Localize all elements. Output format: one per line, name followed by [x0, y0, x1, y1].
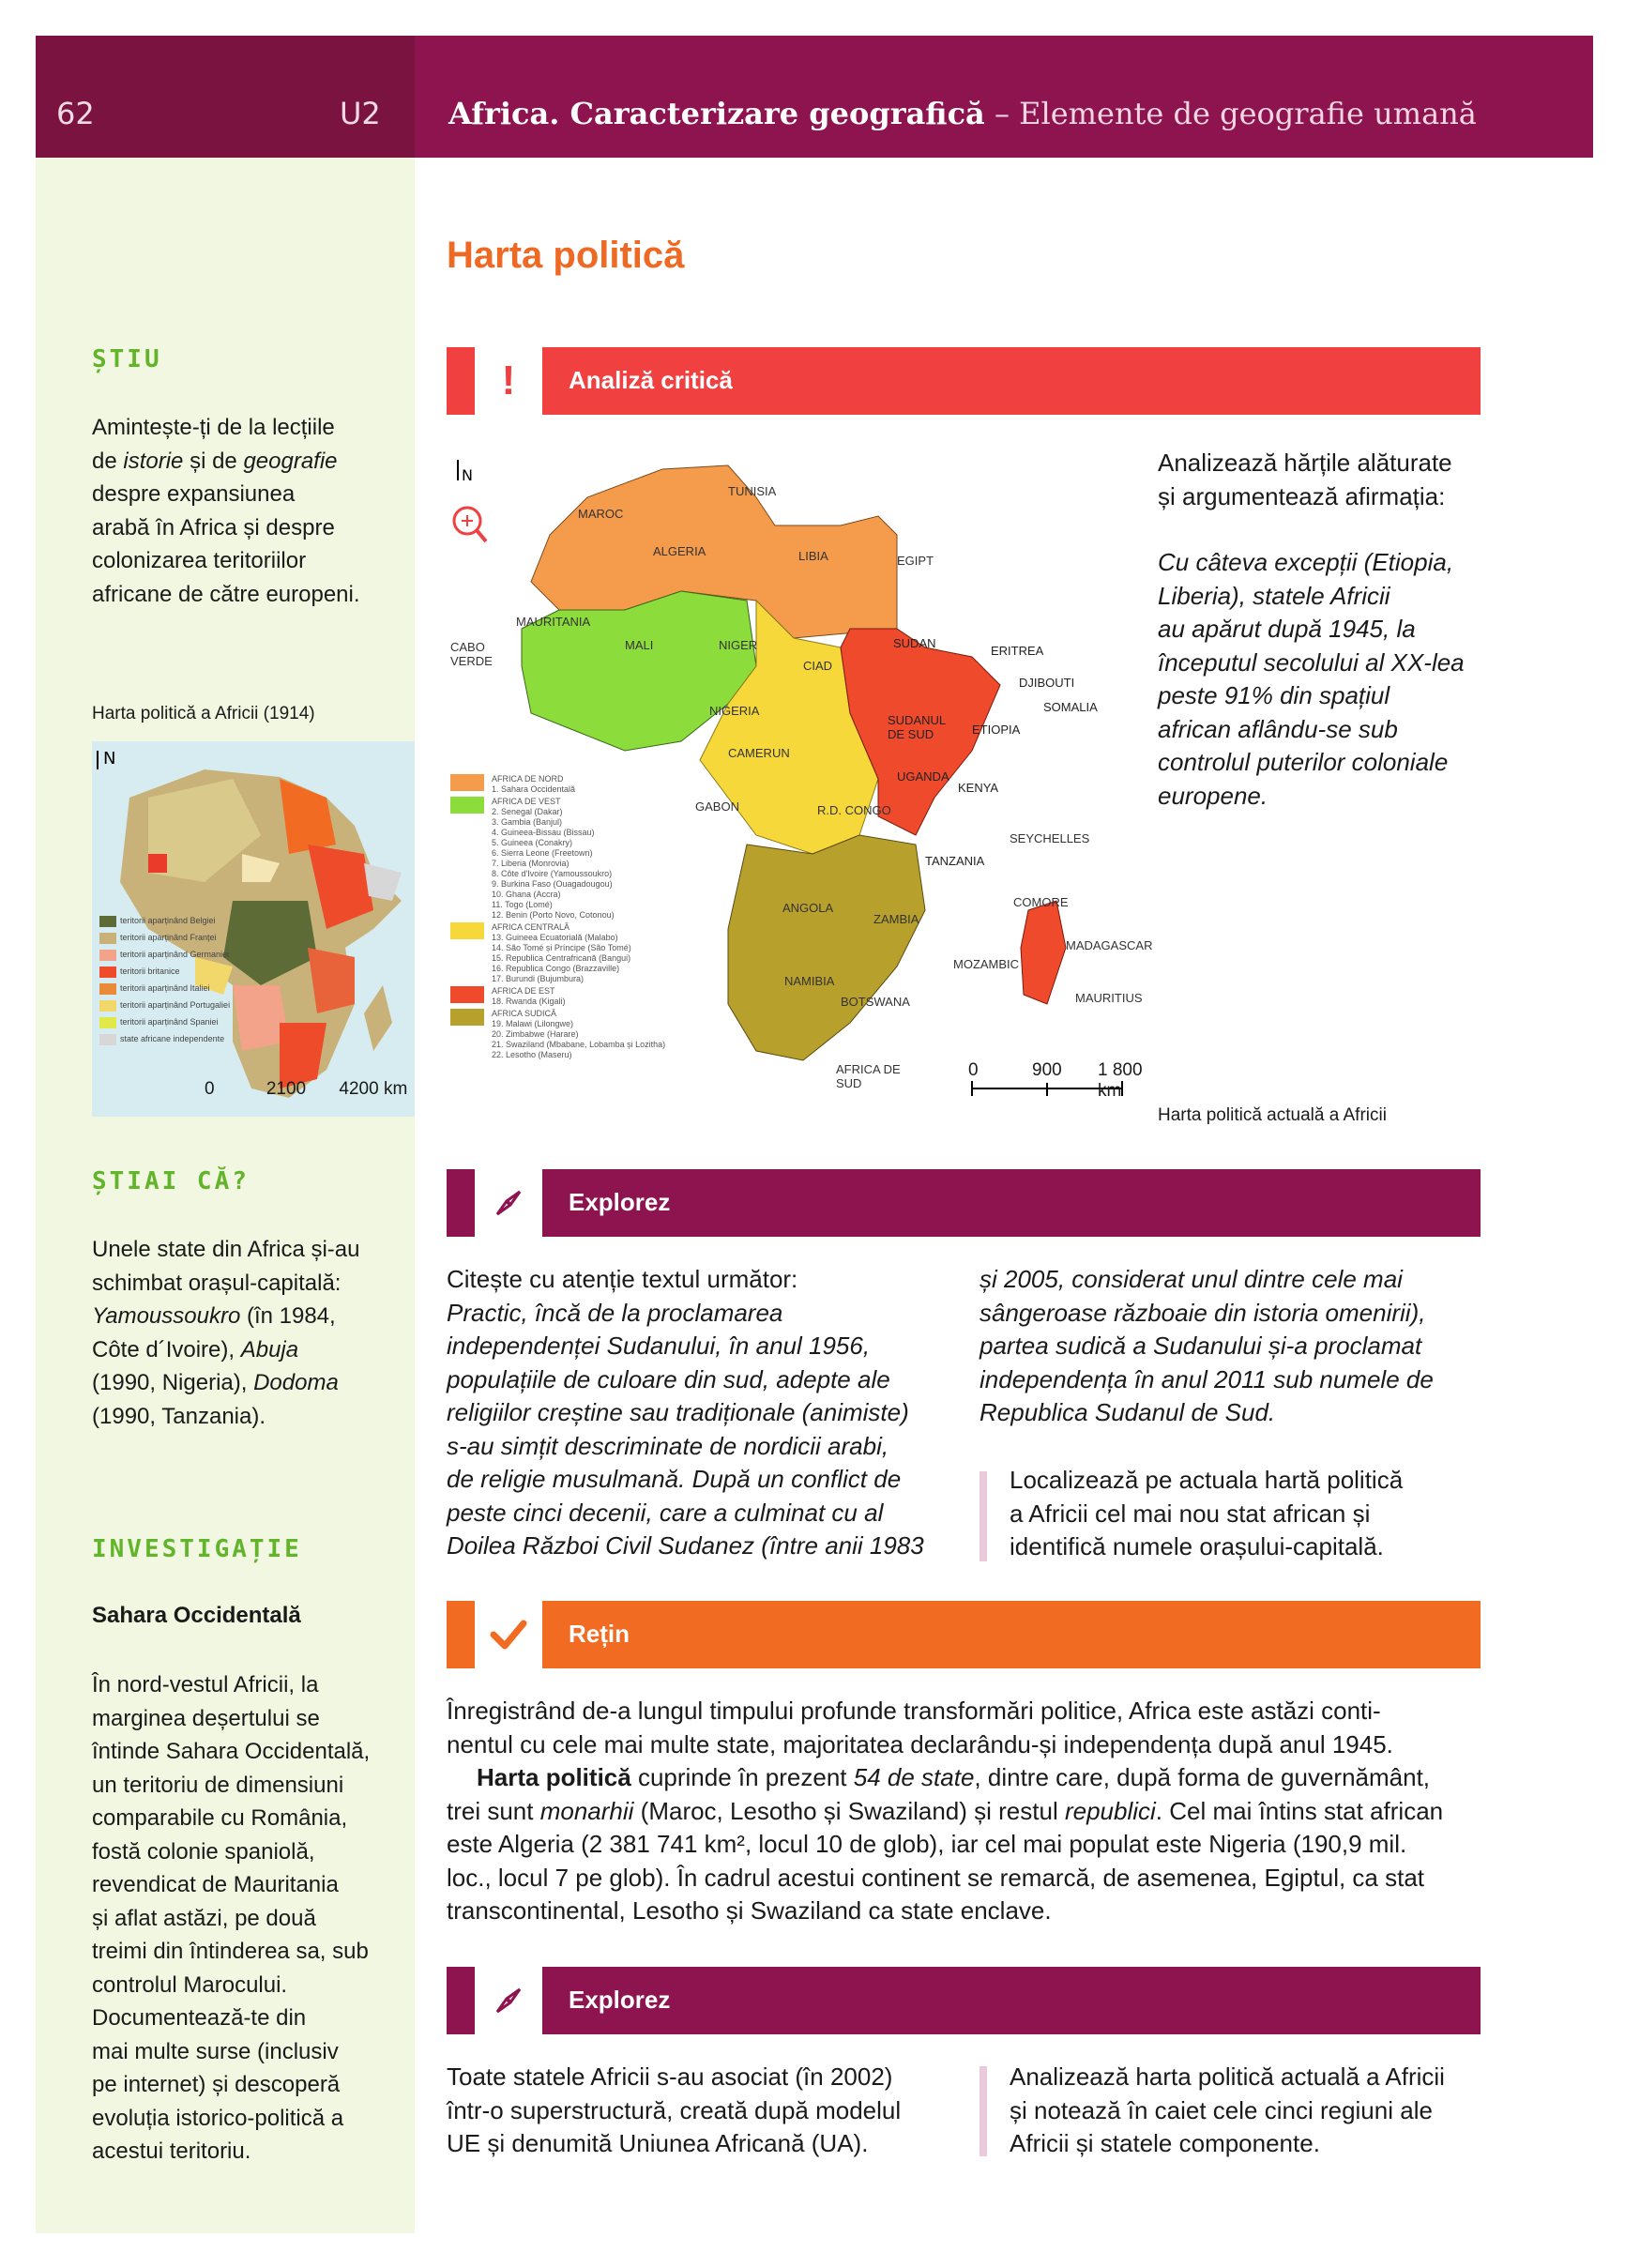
country-label: EGIPT: [897, 554, 934, 568]
stiai-text: Unele state din Africa și-au schimbat orașul-capitală: Yamoussoukro (în 1984, Côte d´Ivoire), Abuja (1990, Nigeria), Dodoma (1990, Tanzania).: [92, 1237, 360, 1429]
country-label: BOTSWANA: [841, 995, 910, 1009]
north-arrow-1914: N: [103, 749, 116, 769]
legend-item: teritorii britanice: [99, 967, 240, 978]
legend-item: state africane independente: [99, 1034, 240, 1045]
task-bar-2: [980, 2066, 987, 2156]
stiu-heading: ȘTIU: [92, 345, 162, 373]
map-current: [447, 441, 1153, 1117]
legend-item: teritorii aparținând Franței: [99, 933, 240, 944]
explorez1-col2: și 2005, considerat unul dintre cele mai sângeroase războaie din istoria omenirii), partea sudică a Sudanului și-a proclamat independența în anul 2011 sub numele de Republica Sudanul de Sud.: [980, 1265, 1434, 1426]
unit-label: U2: [340, 96, 381, 131]
country-label: ERITREA: [991, 644, 1044, 658]
retin-label: Rețin: [569, 1620, 630, 1648]
legend-group: AFRICA SUDICĂ 19. Malawi (Lilongwe) 20. Zimbabwe (Harare) 21. Swaziland (Mbabane, Lobamba și Lozitha) 22. Lesotho (Maseru): [450, 1009, 732, 1060]
explorez2-col2: Analizează harta politică actuală a Africii și notează în caiet cele cinci regiuni ale Africii și statele componente.: [1010, 2063, 1445, 2157]
explorez-label-1: Explorez: [569, 1188, 671, 1216]
legend-item: teritorii aparținând Germaniei: [99, 950, 240, 961]
explorez-band-2: [447, 1967, 1481, 2034]
legend-group: AFRICA DE NORD 1. Sahara Occidentală: [450, 774, 732, 795]
country-label: R.D. CONGO: [817, 803, 891, 817]
map-current-scale-mid: 900: [1032, 1060, 1062, 1080]
legend-item: teritorii aparținând Belgiei: [99, 916, 240, 927]
country-label: AFRICA DE SUD: [836, 1062, 901, 1090]
investigatie-heading: INVESTIGAȚIE: [92, 1535, 302, 1563]
retin-text: Înregistrând de-a lungul timpului profunde transformări politice, Africa este astăzi conti- nentul cu cele mai multe state, majoritatea declarându-și independența după anul 1945. Harta politică cuprinde în prezent 54 de state, dintre care, după forma de guvernământ, trei sunt monarhii (Maroc, Lesotho și Swaziland) și restul republici. Cel mai întins stat african este Algeria (2 381 741 km², locul 10 de glob), iar cel mai populat este Nigeria (190,9 mil. loc., locul 7 pe glob). În cadrul acestui continent se remarcă, de asemenea, Egiptul, ca stat transcontinental, Lesotho și Swaziland ca state enclave.: [447, 1697, 1444, 1925]
country-label: DJIBOUTI: [1019, 676, 1075, 690]
country-label: KENYA: [958, 781, 999, 795]
exclamation-icon: !: [501, 358, 516, 403]
legend-item: teritorii aparținând Portugaliei: [99, 1000, 240, 1012]
country-label: CABO VERDE: [450, 640, 493, 668]
map-current-caption: Harta politică actuală a Africii: [1158, 1105, 1387, 1125]
explorez1-task: Localizează pe actuala hartă politică a Africii cel mai nou stat african și identifică numele orașului-capitală.: [1010, 1466, 1404, 1560]
explorez2-col1: Toate statele Africii s-au asociat (în 2002) într-o superstructură, creată după modelul UE și denumită Uniunea Africană (UA).: [447, 2063, 902, 2157]
legend-item: teritorii aparținând Spaniei: [99, 1017, 240, 1028]
legend-group: AFRICA CENTRALĂ 13. Guineea Ecuatorială (Malabo) 14. São Tomé și Príncipe (São Tomé) 15. Republica Centrafricană (Bangui) 16. Republica Congo (Brazzaville) 17. Burundi (Bujumbura): [450, 922, 732, 984]
country-label: ZAMBIA: [873, 912, 919, 926]
map-1914-legend: [99, 916, 240, 1051]
map-current-scale-0: 0: [968, 1060, 979, 1080]
explorez1-col1: Citește cu atenție textul următor: Practic, încă de la proclamarea independenței Sudanului, în anul 1956, populațiile de culoare din sud, adepte ale religiilor creștine sau tradiționale (animiste) s-au simțit descriminate de nordicii arabi, de religie musulmană. După un conflict de peste cinci decenii, care a culminat cu al Doilea Război Civil Sudanez (între anii 1983: [447, 1265, 924, 1560]
section-title: Harta politică: [447, 235, 685, 276]
map-1914-caption: Harta politică a Africii (1914): [92, 704, 315, 723]
stiai-heading: ȘTIAI CĂ?: [92, 1167, 250, 1195]
task-bar-1: [980, 1471, 987, 1561]
page-header-title: Africa. Caracterizare geografică – Elemente de geografie umană: [448, 96, 1477, 131]
country-label: TANZANIA: [925, 854, 985, 868]
investigatie-subheading: Sahara Occidentală: [92, 1603, 301, 1628]
analiza-critica-label: Analiză critică: [569, 366, 733, 394]
country-label: NAMIBIA: [784, 974, 835, 988]
analiza-critica-band: [447, 347, 1481, 415]
country-label: ANGOLA: [782, 901, 834, 915]
country-label: SUDAN: [893, 636, 936, 650]
country-label: NIGERIA: [709, 704, 760, 718]
page-number: 62: [56, 96, 95, 131]
country-label: LIBIA: [798, 549, 828, 563]
country-label: GABON: [695, 799, 739, 814]
country-label: MAURITIUS: [1075, 991, 1143, 1005]
explorez-band-1: [447, 1169, 1481, 1237]
country-label: CAMERUN: [728, 746, 790, 760]
country-label: TUNISIA: [728, 484, 777, 498]
explorez-label-2: Explorez: [569, 1986, 671, 2014]
country-label: COMORE: [1013, 895, 1069, 909]
map-1914: [92, 741, 415, 1117]
checkmark-icon: [475, 1601, 542, 1668]
country-label: CIAD: [803, 659, 833, 673]
country-label: MADAGASCAR: [1066, 938, 1153, 952]
country-label: ETIOPIA: [972, 723, 1021, 737]
country-label: MOZAMBIC: [953, 957, 1020, 971]
analiza-intro: Analizează hărțile alăturate și argumentează afirmația:: [1158, 449, 1452, 510]
country-label: NIGER: [719, 638, 758, 652]
analiza-quote: Cu câteva excepții (Etiopia, Liberia), statele Africii au apărut după 1945, la începutul secolului al XX-lea peste 91% din spațiul african aflându-se sub controlul puterilor coloniale europene.: [1158, 548, 1465, 810]
svg-text:N: N: [462, 466, 473, 484]
country-label: SOMALIA: [1043, 700, 1098, 714]
investigatie-text: În nord-vestul Africii, la marginea deșertului se întinde Sahara Occidentală, un teritoriu de dimensiuni comparabile cu România, fostă colonie spaniolă, revendicat de Mauritania și aflat astăzi, pe două treimi din întinderea sa, sub controlul Marocului. Documentează-te din mai multe surse (inclusiv pe internet) și descoperă evoluția istorico-politică a acestui teritoriu.: [92, 1672, 371, 2164]
legend-item: teritorii aparținând Italiei: [99, 983, 240, 995]
country-label: MALI: [625, 638, 654, 652]
map-current-scale-max: 1 800 km: [1098, 1060, 1143, 1101]
stiu-text: Amintește-ți de la lecțiile de istorie și de geografie despre expansiunea arabă în Africa și despre colonizarea teritoriilor africane de către europeni.: [92, 415, 360, 607]
map-1914-scale: 0 2100 4200 km: [205, 1079, 408, 1099]
legend-group: AFRICA DE EST 18. Rwanda (Kigali): [450, 986, 732, 1007]
country-label: SEYCHELLES: [1010, 831, 1090, 845]
retin-band: [447, 1601, 1481, 1668]
country-label: ALGERIA: [653, 544, 706, 558]
country-label: SUDANUL DE SUD: [888, 713, 946, 741]
map-current-legend: [450, 774, 732, 1062]
compass-icon: [475, 1169, 542, 1237]
legend-group: AFRICA DE VEST 2. Senegal (Dakar) 3. Gambia (Banjul) 4. Guineea-Bissau (Bissau) 5. Guineea (Conakry) 6. Sierra Leone (Freetown) 7. Liberia (Monrovia) 8. Côte d'Ivoire (Yamoussoukro) 9. Burkina Faso (Ouagadougou) 10. Ghana (Accra) 11. Togo (Lomé) 12. Benin (Porto Novo, Cotonou): [450, 797, 732, 921]
country-label: MAURITANIA: [516, 615, 591, 629]
compass-icon: [475, 1967, 542, 2034]
country-label: UGANDA: [897, 769, 949, 784]
country-label: MAROC: [578, 507, 624, 521]
